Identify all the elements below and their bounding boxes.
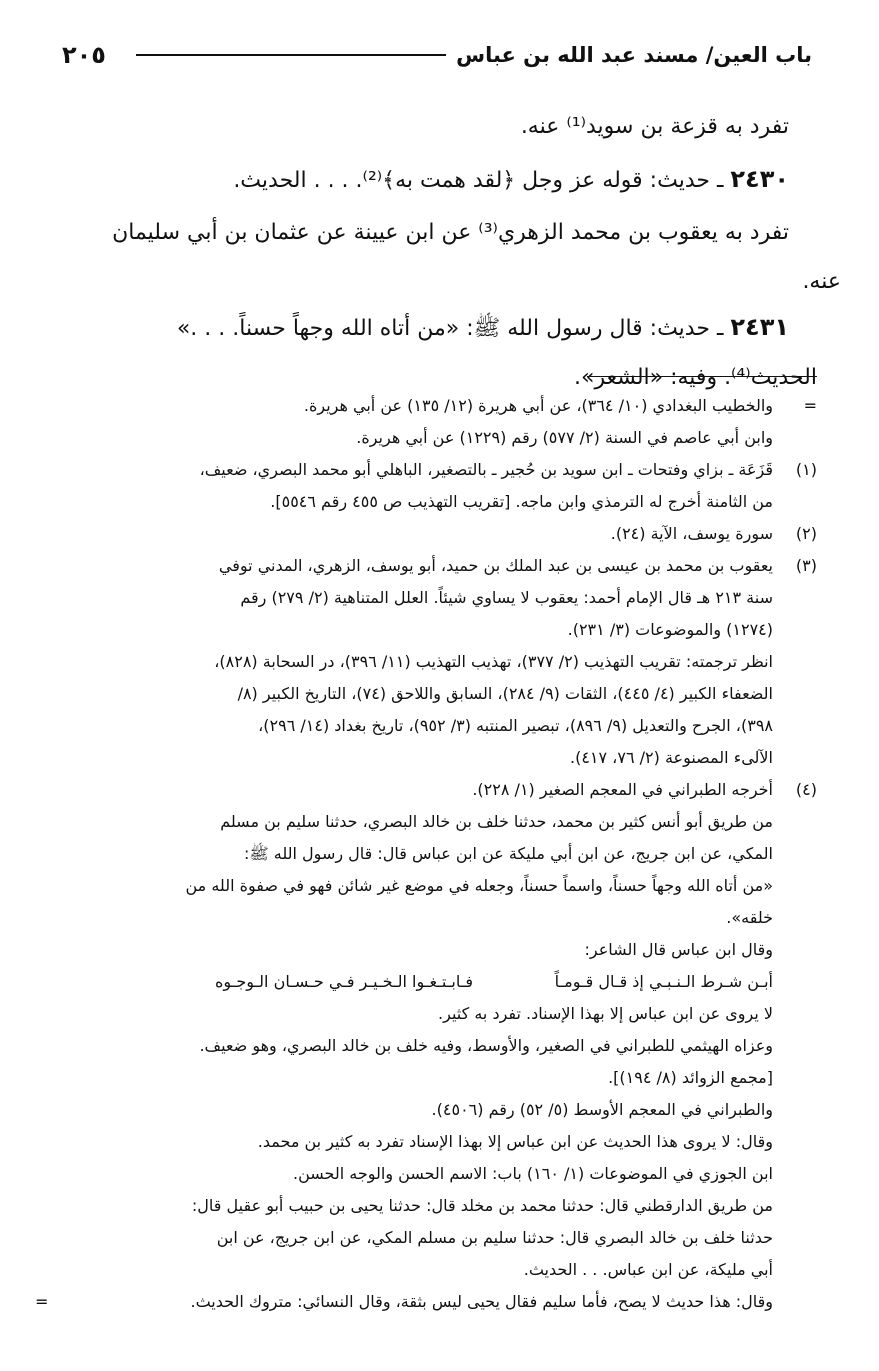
- poetry-verse: [65, 966, 817, 998]
- footnotes: [35, 390, 817, 1318]
- footnote-line: من طريق الدارقطني قال: حدثنا محمد بن مخلد قال: حدثنا يحيى بن حبيب أبو عقيل قال:: [191, 1196, 773, 1215]
- footnote-line: [مجمع الزوائد (٨/ ١٩٤)].: [608, 1068, 773, 1087]
- footnote-line: المكي، عن ابن جريج، عن ابن أبي مليكة عن ابن عباس قال: قال رسول الله ﷺ:: [243, 844, 773, 863]
- footnote-line: وابن أبي عاصم في السنة (٢/ ٥٧٧) رقم (١٢٢٩) عن أبي هريرة.: [356, 428, 773, 447]
- hadith-number: ٢٤٣٠: [730, 165, 789, 193]
- footnote-line: (١٢٧٤) والموضوعات (٣/ ٢٣١).: [567, 620, 773, 639]
- paragraph-end: عنه.: [802, 269, 841, 294]
- footnote-line: ابن الجوزي في الموضوعات (١/ ١٦٠) باب: الاسم الحسن والوجه الحسن.: [293, 1164, 773, 1183]
- paragraph: الحديث⁽⁴⁾. وفيه: «الشعر».: [573, 365, 817, 390]
- main-text: [65, 98, 841, 402]
- continuation-marker: =: [803, 396, 817, 415]
- footnote-1: (١) قَزَعَة ـ بزاي وفتحات ـ ابن سويد بن حُجير ـ بالتصغير، الباهلي أبو محمد البصري، ضعيف،: [65, 454, 817, 486]
- hadith-2431: [65, 302, 817, 354]
- footnote-line: وقال: لا يروى هذا الحديث عن ابن عباس إلا بهذا الإسناد تفرد به كثير بن محمد.: [257, 1132, 773, 1151]
- footnote-separator: [587, 376, 817, 377]
- footnote-line: وقال: هذا حديث لا يصح، فأما سليم فقال يحيى ليس بثقة، وقال النسائي: متروك الحديث. =: [65, 1286, 817, 1318]
- hadith-2430: [65, 156, 817, 204]
- footnote-line: الآلىء المصنوعة (٢/ ٧٦، ٤١٧).: [569, 748, 773, 767]
- footnote-line: «من أتاه الله وجهاً حسناً، واسماً حسناً، وجعله في موضع غير شائن فهو في صفوة الله من: [185, 876, 773, 895]
- footnote-marker: (٣): [795, 556, 817, 575]
- footnote-marker: (٤): [795, 780, 817, 799]
- footnote-line: = والخطيب البغدادي (١٠/ ٣٦٤)، عن أبي هريرة (١٢/ ١٣٥) عن أبي هريرة.: [65, 390, 817, 422]
- verse-hemistich: فـابـتـغـوا الـخـيـر فـي حـسـان الـوجـوه: [215, 972, 474, 991]
- footnote-line: حدثنا خلف بن خالد البصري قال: حدثنا سليم بن مسلم المكي، عن ابن جريج، عن ابن: [216, 1228, 773, 1247]
- footnote-3: (٣) يعقوب بن محمد بن عيسى بن عبد الملك بن حميد، أبو يوسف، الزهري، المدني توفي: [65, 550, 817, 582]
- footnote-line: الضعفاء الكبير (٤/ ٤٤٥)، الثقات (٩/ ٢٨٤)، السابق واللاحق (٧٤)، التاريخ الكبير (٨/: [237, 684, 773, 703]
- footnote-line: أبي مليكة، عن ابن عباس. . . الحديث.: [523, 1260, 773, 1279]
- footnote-line: انظر ترجمته: تقريب التهذيب (٢/ ٣٧٧)، تهذيب التهذيب (١١/ ٣٩٦)، در السحابة (٨٢٨)،: [214, 652, 773, 671]
- verse-hemistich: أبـن شـرط الـنـبـي إذ قـال قـومـاً: [554, 972, 773, 991]
- footnote-4: (٤) أخرجه الطبراني في المعجم الصغير (١/ ٢٢٨).: [65, 774, 817, 806]
- footnote-line: والطبراني في المعجم الأوسط (٥/ ٥٢) رقم (٤٥٠٦).: [431, 1100, 773, 1119]
- footnote-line: خلقه».: [726, 908, 773, 927]
- hadith-number: ٢٤٣١: [730, 313, 789, 341]
- paragraph: تفرد به قزعة بن سويد⁽¹⁾ عنه.: [520, 114, 789, 139]
- footnote-line: وعزاه الهيثمي للطبراني في الصغير، والأوسط، وفيه خلف بن خالد البصري، وهو ضعيف.: [199, 1036, 773, 1055]
- footnote-line: سنة ٢١٣ هـ قال الإمام أحمد: يعقوب لا يساوي شيئاً. العلل المتناهية (٢/ ٢٧٩) رقم: [240, 588, 773, 607]
- page-number: ٢٠٥: [62, 41, 106, 69]
- paragraph: تفرد به يعقوب بن محمد الزهري⁽³⁾ عن ابن عيينة عن عثمان بن أبي سليمان: [112, 220, 789, 245]
- footnote-marker: (١): [795, 460, 817, 479]
- footnote-marker: (٢): [795, 524, 817, 543]
- footnote-line: ٣٩٨)، الجرح والتعديل (٩/ ٨٩٦)، تبصير المنتبه (٣/ ٩٥٢)، تاريخ بغداد (١٤/ ٢٩٦)،: [258, 716, 773, 735]
- hadith-text: ـ حديث: قوله عز وجل ﴿لقد همت به﴾⁽²⁾. . . . الحديث.: [233, 168, 724, 193]
- header-rule: [136, 54, 446, 56]
- footnote-2: (٢) سورة يوسف، الآية (٢٤).: [65, 518, 817, 550]
- continuation-marker: =: [35, 1292, 49, 1311]
- footnote-line: من طريق أبو أنس كثير بن محمد، حدثنا خلف بن خالد البصري، حدثنا سليم بن مسلم: [220, 812, 773, 831]
- hadith-text: ـ حديث: قال رسول الله ﷺ: «من أتاه الله وجهاً حسناً. . . .»: [176, 316, 724, 341]
- page-header: [62, 38, 812, 72]
- footnote-line: وقال ابن عباس قال الشاعر:: [584, 940, 773, 959]
- footnote-line: من الثامنة أخرج له الترمذي وابن ماجه. [تقريب التهذيب ص ٤٥٥ رقم ٥٥٤٦].: [270, 492, 773, 511]
- running-title: باب العين/ مسند عبد الله بن عباس: [456, 43, 812, 67]
- footnote-line: لا يروى عن ابن عباس إلا بهذا الإسناد. تفرد به كثير.: [438, 1004, 773, 1023]
